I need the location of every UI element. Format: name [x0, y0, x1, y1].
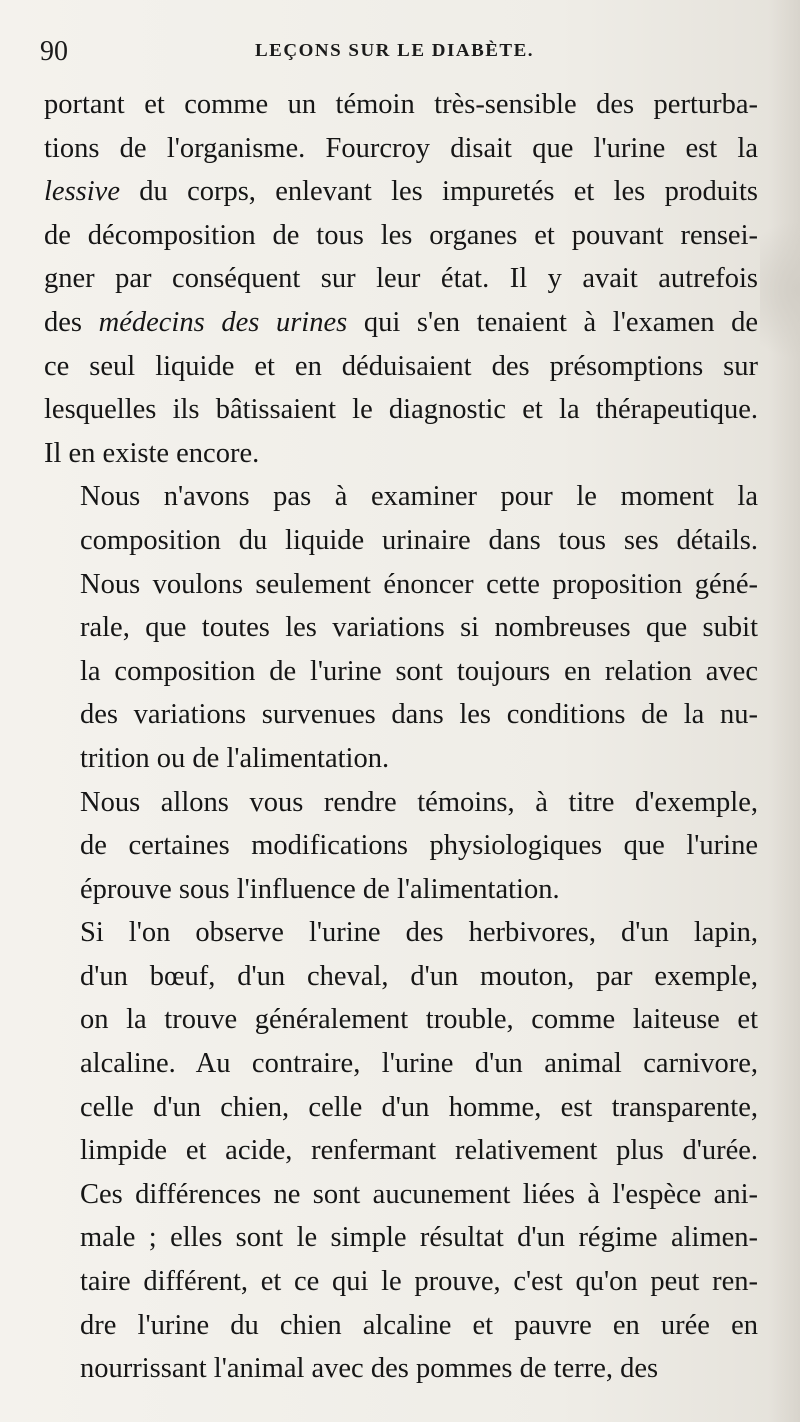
text-line: male ; elles sont le simple résultat d'un régime alimen- — [80, 1222, 758, 1254]
text-line — [44, 301, 758, 345]
text-line: la composition de l'urine sont toujours en relation avec — [80, 655, 758, 687]
text-line — [44, 170, 758, 214]
text-line: dre l'urine du chien alcaline et pauvre en urée en — [80, 1309, 758, 1341]
paragraph — [44, 781, 758, 912]
page-header — [40, 36, 760, 76]
text-line: taire différent, et ce qui le prouve, c'est qu'on peut ren- — [80, 1266, 758, 1298]
paragraph — [44, 475, 758, 780]
text-line: éprouve sous l'influence de l'alimentation. — [80, 873, 560, 905]
running-head: LEÇONS SUR LE DIABÈTE. — [255, 40, 535, 61]
paragraph — [44, 83, 758, 475]
italic-phrase: lessive — [44, 176, 120, 208]
text-line: nourrissant l'animal avec des pommes de terre, des — [80, 1353, 659, 1385]
text-line: trition ou de l'alimentation. — [80, 742, 390, 774]
text-line: portant et comme un témoin très-sensible des perturba- — [44, 89, 758, 120]
italic-phrase: médecins des urines — [98, 306, 348, 338]
text-line: d'un bœuf, d'un cheval, d'un mouton, par exemple, — [80, 960, 758, 992]
text-segment: du corps, enlevant les impuretés et les produits — [119, 176, 758, 208]
text-line: tions de l'organisme. Fourcroy disait que l'urine est la — [44, 132, 758, 164]
text-line: Nous voulons seulement énoncer cette proposition géné- — [80, 568, 758, 600]
paragraph — [44, 911, 758, 1391]
text-line: de décomposition de tous les organes et pouvant rensei- — [44, 219, 758, 251]
text-segment: des — [44, 306, 99, 338]
page-number: 90 — [40, 36, 68, 67]
text-line: rale, que toutes les variations si nombreuses que subit — [80, 612, 758, 644]
text-line: Nous allons vous rendre témoins, à titre d'exemple, — [80, 786, 758, 818]
body-text — [44, 83, 758, 1391]
text-line: Ces différences ne sont aucunement liées à l'espèce ani- — [80, 1178, 758, 1210]
text-line: de certaines modifications physiologiques que l'urine — [80, 830, 758, 862]
text-line: on la trouve généralement trouble, comme laiteuse et — [80, 1004, 758, 1036]
text-line: des variations survenues dans les conditions de la nu- — [80, 699, 758, 731]
text-line: gner par conséquent sur leur état. Il y avait autrefois — [44, 263, 758, 295]
text-line: celle d'un chien, celle d'un homme, est transparente, — [80, 1091, 758, 1123]
text-line: lesquelles ils bâtissaient le diagnostic et la thérapeutique. — [44, 394, 758, 426]
torn-page-edge — [760, 200, 800, 380]
text-line: Si l'on observe l'urine des herbivores, d'un lapin, — [80, 917, 758, 949]
text-line: Il en existe encore. — [44, 437, 260, 469]
text-line: ce seul liquide et en déduisaient des présomptions sur — [44, 350, 758, 382]
text-segment: qui s'en tenaient à l'examen de — [347, 306, 759, 338]
text-line: Nous n'avons pas à examiner pour le moment la — [80, 481, 758, 513]
text-line: composition du liquide urinaire dans tous ses détails. — [80, 524, 758, 556]
text-line: alcaline. Au contraire, l'urine d'un animal carnivore, — [80, 1048, 758, 1080]
text-line: limpide et acide, renfermant relativement plus d'urée. — [80, 1135, 758, 1167]
